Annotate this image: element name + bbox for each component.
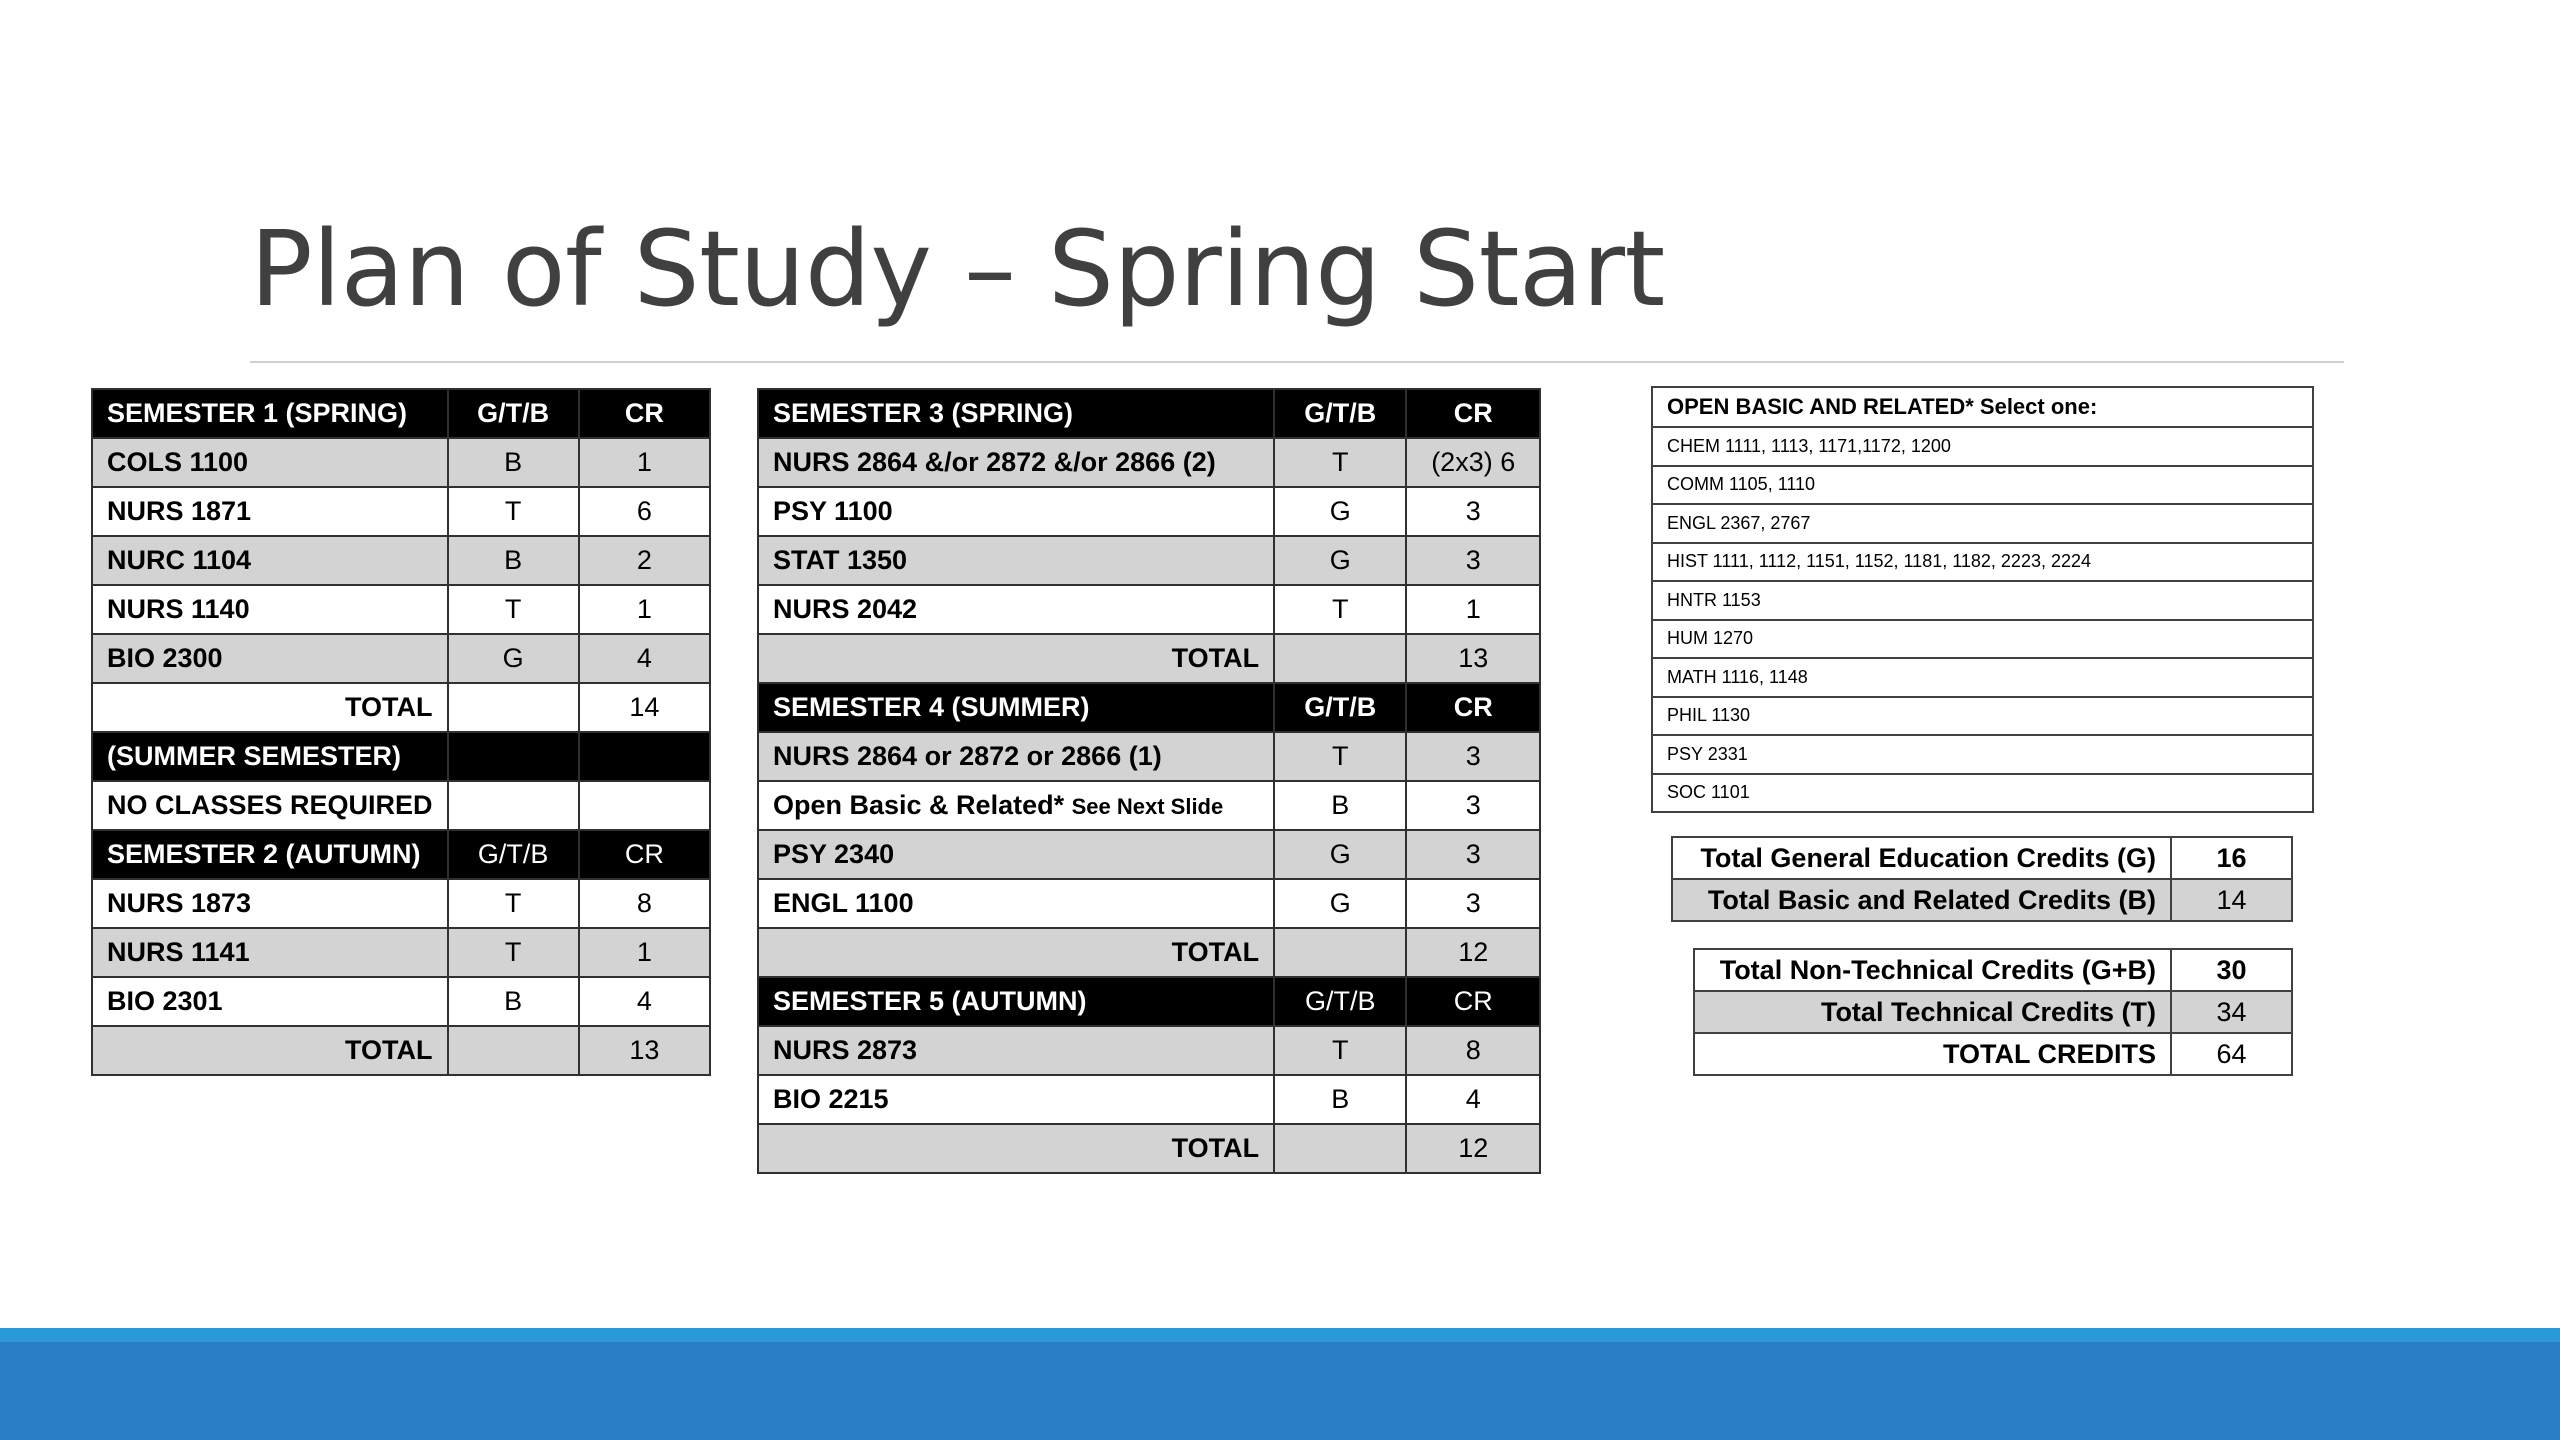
list-item: PHIL 1130	[1652, 697, 2313, 736]
summer-cr-empty	[579, 732, 710, 781]
course-credits: 3	[1406, 879, 1540, 928]
total-row	[1694, 949, 2292, 991]
total-row	[1694, 1033, 2292, 1075]
course-name: Open Basic & Related*	[773, 790, 1065, 820]
col-gtb-header: G/T/B	[1274, 977, 1406, 1026]
summer-header	[92, 732, 710, 781]
table-row	[92, 487, 710, 536]
table-row	[758, 830, 1540, 879]
open-basic-title: OPEN BASIC AND RELATED* Select one:	[1652, 387, 2313, 427]
col-cr-header: CR	[579, 389, 710, 438]
basic-related-credits-label: Total Basic and Related Credits (B)	[1672, 879, 2171, 921]
total-label: TOTAL	[758, 634, 1274, 683]
total-row	[758, 928, 1540, 977]
course-credits: 2	[579, 536, 710, 585]
table-row	[92, 536, 710, 585]
course-credits: 1	[579, 928, 710, 977]
sem2-header	[92, 830, 710, 879]
course-credits: (2x3) 6	[1406, 438, 1540, 487]
slide-title: Plan of Study – Spring Start	[250, 208, 1665, 330]
table-row	[758, 732, 1540, 781]
course-credits: 8	[579, 879, 710, 928]
summer-note-row	[92, 781, 710, 830]
total-row	[92, 683, 710, 732]
total-credits: 13	[1406, 634, 1540, 683]
course-credits: 1	[579, 585, 710, 634]
total-credits: 14	[579, 683, 710, 732]
course-gtb: G	[1274, 536, 1406, 585]
non-technical-credits-value: 30	[2171, 949, 2292, 991]
total-label: TOTAL	[758, 928, 1274, 977]
table-row	[92, 879, 710, 928]
course-credits: 3	[1406, 536, 1540, 585]
col-cr-header: CR	[1406, 977, 1540, 1026]
sem4-title: SEMESTER 4 (SUMMER)	[758, 683, 1274, 732]
table-row	[92, 928, 710, 977]
sem3-title: SEMESTER 3 (SPRING)	[758, 389, 1274, 438]
total-row	[1694, 991, 2292, 1033]
sem2-title: SEMESTER 2 (AUTUMN)	[92, 830, 448, 879]
table-row	[92, 438, 710, 487]
col-cr-header: CR	[1406, 683, 1540, 732]
title-divider	[250, 361, 2344, 363]
sem1-title: SEMESTER 1 (SPRING)	[92, 389, 448, 438]
table-row	[758, 879, 1540, 928]
list-item: SOC 1101	[1652, 774, 2313, 813]
non-technical-credits-label: Total Non-Technical Credits (G+B)	[1694, 949, 2171, 991]
course-gtb: T	[448, 487, 579, 536]
course-name: ENGL 1100	[758, 879, 1274, 928]
sem3-header	[758, 389, 1540, 438]
course-name: NURS 2873	[758, 1026, 1274, 1075]
course-credits: 3	[1406, 781, 1540, 830]
course-gtb: G	[1274, 487, 1406, 536]
technical-credits-value: 34	[2171, 991, 2292, 1033]
summer-note-cr-empty	[579, 781, 710, 830]
gen-ed-credits-value: 16	[2171, 837, 2292, 879]
table-row	[758, 1075, 1540, 1124]
list-item: HUM 1270	[1652, 620, 2313, 659]
table-row	[758, 438, 1540, 487]
course-credits: 6	[579, 487, 710, 536]
col-cr-header: CR	[579, 830, 710, 879]
course-credits: 4	[579, 977, 710, 1026]
course-name: BIO 2301	[92, 977, 448, 1026]
course-name: COLS 1100	[92, 438, 448, 487]
table-row	[758, 536, 1540, 585]
course-gtb: B	[1274, 781, 1406, 830]
course-name: NURC 1104	[92, 536, 448, 585]
total-row	[1672, 837, 2292, 879]
see-next-slide-note: See Next Slide	[1071, 794, 1224, 819]
list-item: HNTR 1153	[1652, 581, 2313, 620]
summer-title: (SUMMER SEMESTER)	[92, 732, 448, 781]
total-credits-label: TOTAL CREDITS	[1694, 1033, 2171, 1075]
course-gtb: B	[448, 977, 579, 1026]
course-name: NURS 2042	[758, 585, 1274, 634]
footer-accent-line	[0, 1328, 2560, 1342]
course-gtb: T	[1274, 438, 1406, 487]
open-basic-related-list	[1651, 386, 2314, 813]
total-credits-value: 64	[2171, 1033, 2292, 1075]
course-gtb: T	[1274, 1026, 1406, 1075]
list-item: ENGL 2367, 2767	[1652, 504, 2313, 543]
table-row	[92, 585, 710, 634]
basic-related-credits-value: 14	[2171, 879, 2292, 921]
course-name: BIO 2215	[758, 1075, 1274, 1124]
course-credits: 4	[1406, 1075, 1540, 1124]
course-gtb: T	[448, 879, 579, 928]
course-name-cell	[758, 781, 1274, 830]
semester-3-4-5-table	[757, 388, 1541, 1174]
col-gtb-header: G/T/B	[1274, 683, 1406, 732]
total-gtb-empty	[448, 1026, 579, 1075]
table-row	[758, 781, 1540, 830]
total-row	[758, 634, 1540, 683]
technical-credits-label: Total Technical Credits (T)	[1694, 991, 2171, 1033]
course-name: NURS 1141	[92, 928, 448, 977]
total-credits: 13	[579, 1026, 710, 1075]
course-gtb: T	[448, 585, 579, 634]
course-name: NURS 2864 or 2872 or 2866 (1)	[758, 732, 1274, 781]
course-gtb: G	[1274, 879, 1406, 928]
sem5-header	[758, 977, 1540, 1026]
semester-1-2-table	[91, 388, 711, 1076]
list-item: MATH 1116, 1148	[1652, 658, 2313, 697]
footer-bar	[0, 1342, 2560, 1440]
course-name: NURS 1873	[92, 879, 448, 928]
course-credits: 3	[1406, 487, 1540, 536]
table-row	[758, 585, 1540, 634]
table-row	[92, 634, 710, 683]
course-credits: 3	[1406, 732, 1540, 781]
course-credits: 1	[579, 438, 710, 487]
course-gtb: T	[448, 928, 579, 977]
col-cr-header: CR	[1406, 389, 1540, 438]
course-credits: 8	[1406, 1026, 1540, 1075]
course-gtb: G	[1274, 830, 1406, 879]
total-gtb-empty	[1274, 928, 1406, 977]
course-gtb: T	[1274, 585, 1406, 634]
course-credits: 1	[1406, 585, 1540, 634]
course-name: NURS 1871	[92, 487, 448, 536]
sem5-title: SEMESTER 5 (AUTUMN)	[758, 977, 1274, 1026]
course-gtb: B	[1274, 1075, 1406, 1124]
col-gtb-header: G/T/B	[448, 389, 579, 438]
course-gtb: B	[448, 438, 579, 487]
list-item: CHEM 1111, 1113, 1171,1172, 1200	[1652, 427, 2313, 466]
table-row	[92, 977, 710, 1026]
total-label: TOTAL	[758, 1124, 1274, 1173]
col-gtb-header: G/T/B	[448, 830, 579, 879]
course-gtb: B	[448, 536, 579, 585]
table-row	[758, 1026, 1540, 1075]
course-name: PSY 1100	[758, 487, 1274, 536]
course-name: PSY 2340	[758, 830, 1274, 879]
col-gtb-header: G/T/B	[1274, 389, 1406, 438]
total-gtb-empty	[448, 683, 579, 732]
total-label: TOTAL	[92, 683, 448, 732]
list-item: PSY 2331	[1652, 735, 2313, 774]
total-row	[92, 1026, 710, 1075]
course-name: BIO 2300	[92, 634, 448, 683]
total-row	[1672, 879, 2292, 921]
course-name: STAT 1350	[758, 536, 1274, 585]
sem1-header	[92, 389, 710, 438]
course-credits: 4	[579, 634, 710, 683]
course-credits: 3	[1406, 830, 1540, 879]
course-name: NURS 2864 &/or 2872 &/or 2866 (2)	[758, 438, 1274, 487]
course-gtb: T	[1274, 732, 1406, 781]
total-gtb-empty	[1274, 1124, 1406, 1173]
total-row	[758, 1124, 1540, 1173]
summer-note: NO CLASSES REQUIRED	[92, 781, 448, 830]
course-gtb: G	[448, 634, 579, 683]
table-row	[758, 487, 1540, 536]
summer-note-gtb-empty	[448, 781, 579, 830]
gen-ed-credits-label: Total General Education Credits (G)	[1672, 837, 2171, 879]
credit-totals-table-b	[1693, 948, 2293, 1076]
list-item: COMM 1105, 1110	[1652, 466, 2313, 505]
total-credits: 12	[1406, 928, 1540, 977]
list-item: HIST 1111, 1112, 1151, 1152, 1181, 1182, 2223, 2224	[1652, 543, 2313, 582]
sem4-header	[758, 683, 1540, 732]
total-credits: 12	[1406, 1124, 1540, 1173]
credit-totals-table-a	[1671, 836, 2293, 922]
total-gtb-empty	[1274, 634, 1406, 683]
summer-gtb-empty	[448, 732, 579, 781]
course-name: NURS 1140	[92, 585, 448, 634]
total-label: TOTAL	[92, 1026, 448, 1075]
